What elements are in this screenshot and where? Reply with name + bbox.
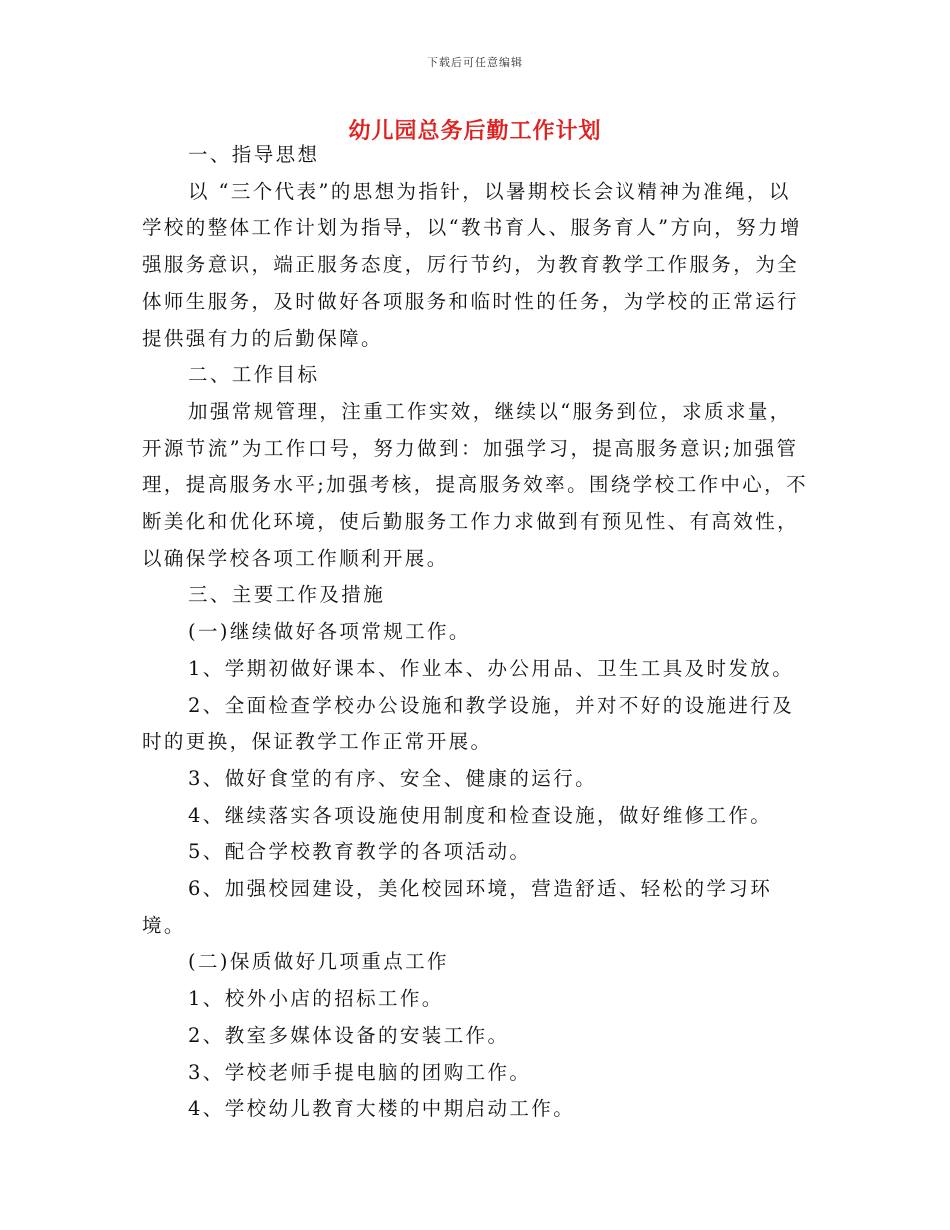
list-item: 2、全面检查学校办公设施和教学设施，并对不好的设施进行及时的更换，保证教学工作正常开展。 bbox=[142, 693, 795, 754]
paragraph-guiding-ideology: 以 “三个代表”的思想为指针，以暑期校长会议精神为准绳，以学校的整体工作计划为指导，以“教书育人、服务育人”方向，努力增强服务意识，端正服务态度，厉行节约，为教育教学工作服务，为全体师生服务，及时做好各项服务和临时性的任务，为学校的正常运行提供强有力的后勤保障。 bbox=[142, 179, 802, 350]
list-item: 3、做好食堂的有序、安全、健康的运行。 bbox=[188, 766, 598, 790]
subsection-routine-work: (一)继续做好各项常规工作。 bbox=[188, 620, 471, 644]
list-item: 4、学校幼儿教育大楼的中期启动工作。 bbox=[188, 1097, 576, 1121]
section-heading-guiding-ideology: 一、指导思想 bbox=[188, 143, 320, 166]
list-item: 1、学期初做好课本、作业本、办公用品、卫生工具及时发放。 bbox=[188, 656, 795, 680]
list-item: 3、学校老师手提电脑的团购工作。 bbox=[188, 1060, 532, 1084]
section-heading-main-work: 三、主要工作及措施 bbox=[188, 583, 386, 607]
list-item: 6、加强校园建设，美化校园环境，营造舒适、轻松的学习环境。 bbox=[142, 877, 773, 937]
document-title: 幼儿园总务后勤工作计划 bbox=[348, 119, 602, 144]
list-item: 1、校外小店的招标工作。 bbox=[188, 987, 444, 1011]
section-heading-work-goals: 二、工作目标 bbox=[188, 363, 320, 387]
list-item: 2、教室多媒体设备的安装工作。 bbox=[188, 1023, 510, 1047]
document-body bbox=[142, 137, 812, 1128]
list-item: 4、继续落实各项设施使用制度和检查设施，做好维修工作。 bbox=[188, 803, 773, 827]
subsection-key-work: (二)保质做好几项重点工作 bbox=[188, 950, 449, 974]
list-item: 5、配合学校教育教学的各项活动。 bbox=[188, 840, 532, 864]
page-header-note: 下载后可任意编辑 bbox=[427, 56, 523, 69]
paragraph-work-goals: 加强常规管理，注重工作实效，继续以“服务到位，求质求量，开源节流”为工作口号，努力做到：加强学习，提高服务意识;加强管理，提高服务水平;加强考核，提高服务效率。围绕学校工作中心，不断美化和优化环境，使后勤服务工作力求做到有预见性、有高效性，以确保学校各项工作顺利开展。 bbox=[142, 399, 808, 570]
